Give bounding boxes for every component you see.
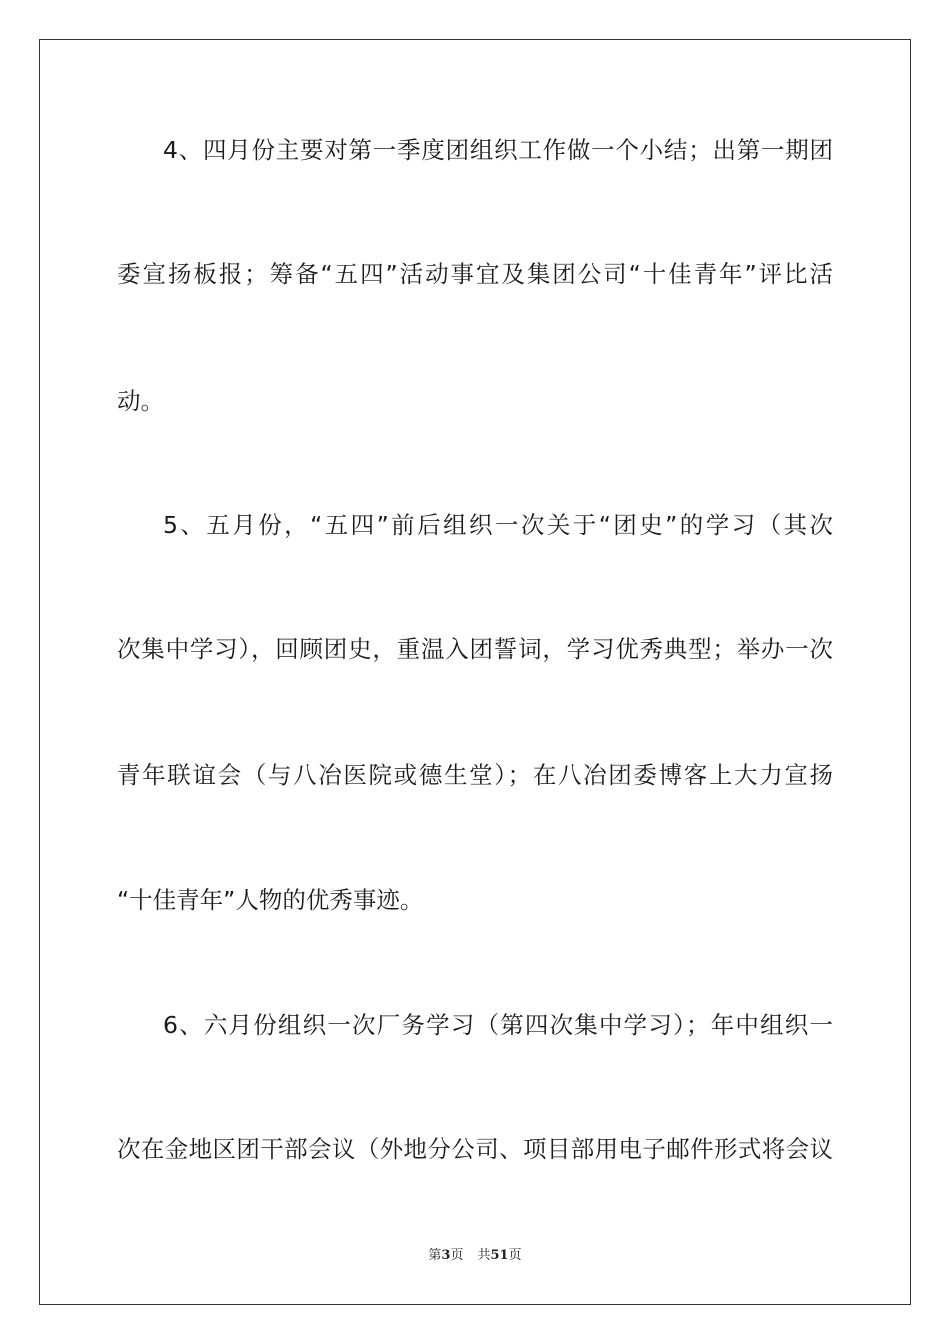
page-footer [0,1247,950,1265]
footer-page-number: 3 [441,1248,451,1263]
paragraph-3-line-2: 次在金地区团干部会议（外地分公司、项目部用电子邮件形式将会议 [117,1135,833,1163]
paragraph-2-line-2: 次集中学习），回顾团史，重温入团誓词，学习优秀典型；举办一次 [117,635,833,663]
footer-page-suffix: 页 [450,1248,464,1263]
paragraph-1-line-3: 动。 [117,387,164,415]
paragraph-1-line-2: 委宣扬板报；筹备“五四”活动事宜及集团公司“十佳青年”评比活 [117,260,833,288]
footer-total-suffix: 页 [508,1248,522,1263]
footer-page-prefix: 第 [428,1248,442,1263]
paragraph-3-line-1: 6、六月份组织一次厂务学习（第四次集中学习）；年中组织一 [163,1011,833,1039]
footer-total-pages: 51 [490,1248,509,1263]
footer-total-prefix: 共 [477,1248,491,1263]
paragraph-2-line-1: 5、五月份，“五四”前后组织一次关于“团史”的学习（其次 [163,511,833,539]
paragraph-2-line-3: 青年联谊会（与八冶医院或德生堂）；在八冶团委博客上大力宣扬 [117,761,833,789]
paragraph-2-line-4: “十佳青年”人物的优秀事迹。 [117,886,424,914]
paragraph-1-line-1: 4、四月份主要对第一季度团组织工作做一个小结；出第一期团 [163,136,833,164]
page-border [39,39,911,1305]
